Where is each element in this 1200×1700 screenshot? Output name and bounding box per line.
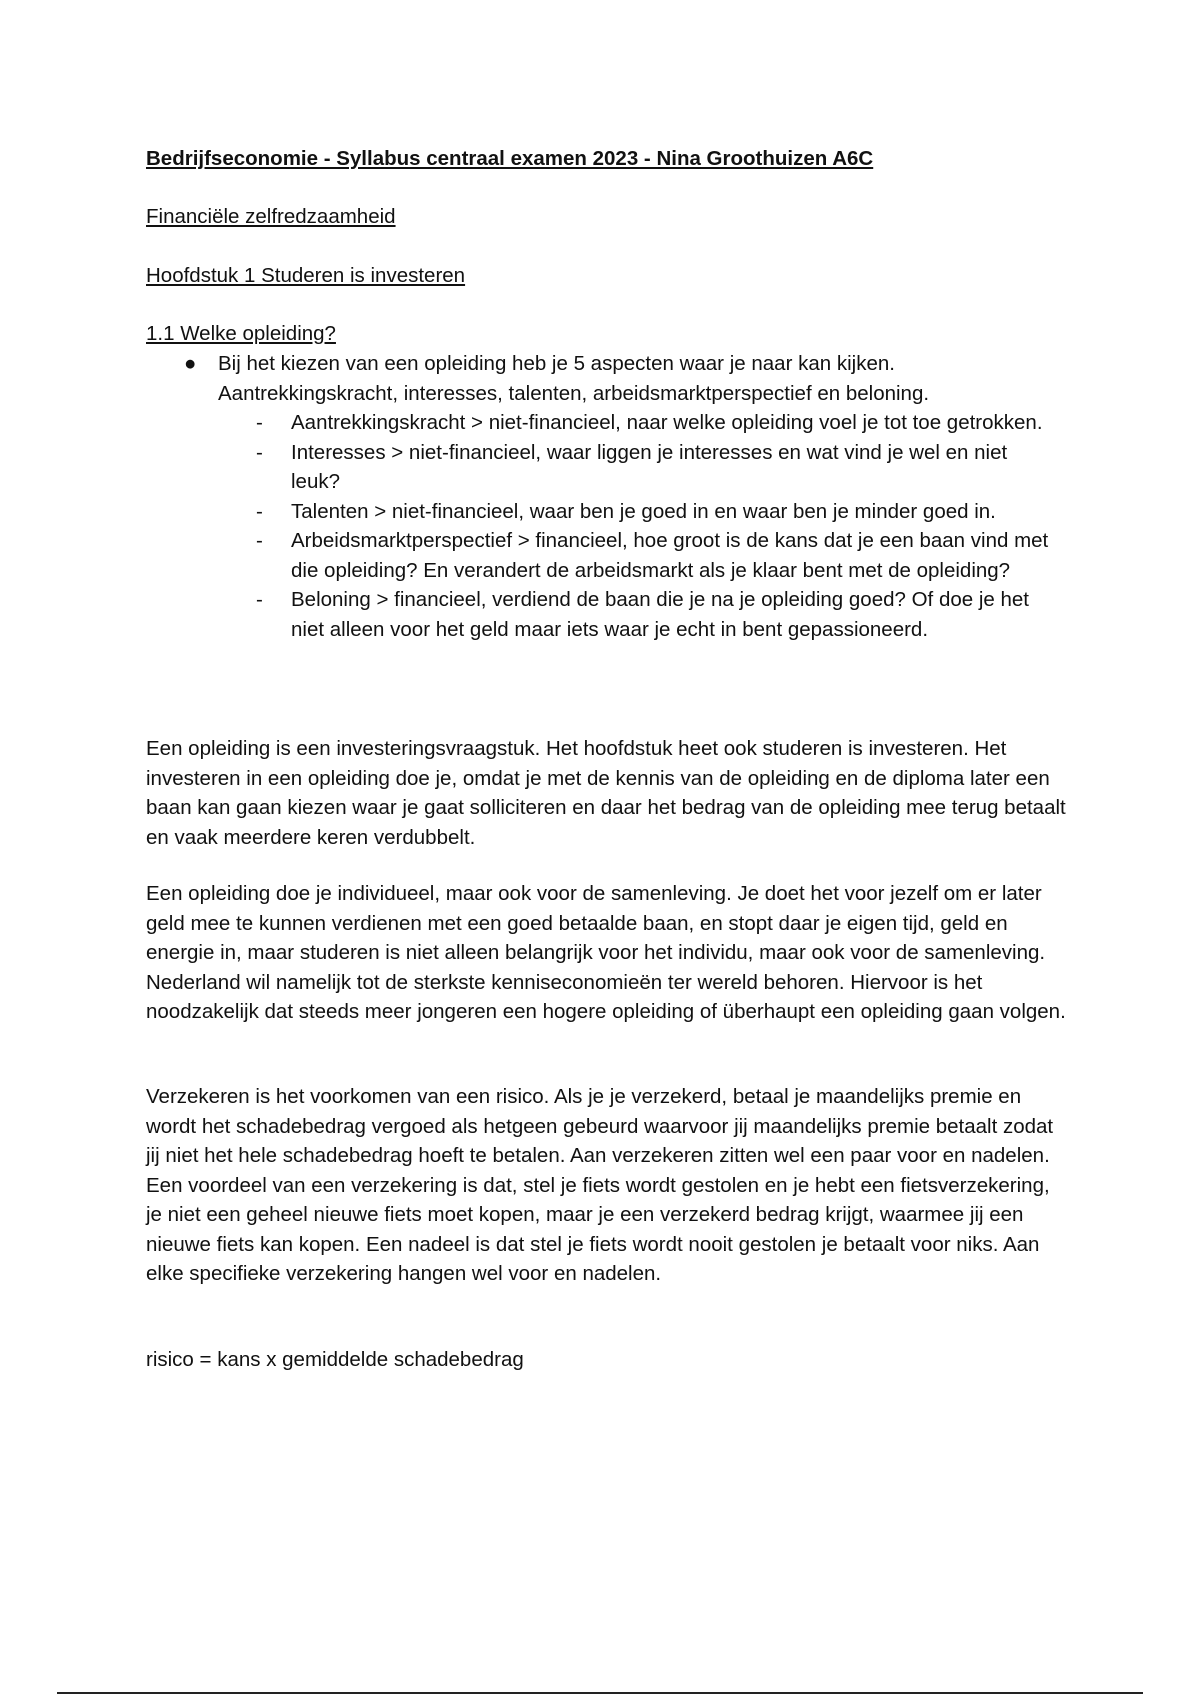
formula-risico: risico = kans x gemiddelde schadebedrag [146, 1348, 524, 1371]
document-title: Bedrijfseconomie - Syllabus centraal examen 2023 - Nina Groothuizen A6C [146, 147, 874, 170]
aspects-list [146, 349, 1066, 644]
paragraph-verzekeren: Verzekeren is het voorkomen van een risico. Als je je verzekerd, betaal je maandelijks premie en wordt het schadebedrag vergoed als hetgeen gebeurd waarvoor jij maandelijks premie betaalt zodat jij niet het hele schadebedrag hoeft te betalen. Aan verzekeren zitten wel een paar voor en nadelen. Een voordeel van een verzekering is dat, stel je fiets wordt gestolen en je hebt een fietsverzekering, je niet een geheel nieuwe fiets moet kopen, maar je een verzekerd bedrag krijgt, waarmee jij een nieuwe fiets kan kopen. Een nadeel is dat stel je fiets wordt nooit gestolen je betaalt voor niks. Aan elke specifieke verzekering hangen wel voor en nadelen. [146, 1085, 1054, 1285]
sublist-item-text: Interesses > niet-financieel, waar liggen je interesses en wat vind je wel en niet leuk? [291, 440, 1008, 493]
paragraph-samenleving: Een opleiding doe je individueel, maar ook voor de samenleving. Je doet het voor jezelf om er later geld mee te kunnen verdienen met een goed betaalde baan, en stopt daar je eigen tijd, geld en energie in, maar studeren is niet alleen belangrijk voor het individu, maar ook voor de samenleving. Nederland wil namelijk tot de sterkste kenniseconomieën ter wereld behoren. Hiervoor is het noodzakelijk dat steeds meer jongeren een hogere opleiding of überhaupt een opleiding gaan volgen. [146, 882, 1066, 1023]
dash-icon: - [256, 529, 263, 552]
dash-icon: - [256, 588, 263, 611]
bullet-text: Bij het kiezen van een opleiding heb je 5 aspecten waar je naar kan kijken. Aantrekkingskracht, interesses, talenten, arbeidsmarktperspectief en beloning. [218, 352, 930, 405]
aspects-sublist [146, 408, 1066, 644]
sublist-item-beloning [146, 585, 1066, 644]
sublist-item-text: Beloning > financieel, verdiend de baan die je na je opleiding goed? Of doe je het niet alleen voor het geld maar iets waar je echt in bent gepassioneerd. [291, 588, 1029, 641]
sublist-item-aantrekkingskracht [146, 408, 1066, 438]
sublist-item-text: Arbeidsmarktperspectief > financieel, hoe groot is de kans dat je een baan vind met die opleiding? En verandert de arbeidsmarkt als je klaar bent met de opleiding? [291, 529, 1049, 582]
chapter-heading: Hoofdstuk 1 Studeren is investeren [146, 264, 466, 287]
sublist-item-text: Talenten > niet-financieel, waar ben je goed in en waar ben je minder goed in. [291, 499, 996, 523]
sublist-item-talenten [146, 497, 1066, 527]
subsection-heading: 1.1 Welke opleiding? [146, 322, 336, 345]
dash-icon: - [256, 499, 263, 523]
paragraph-investering: Een opleiding is een investeringsvraagstuk. Het hoofdstuk heet ook studeren is investeren. Het investeren in een opleiding doe je, omdat je met de kennis van de opleiding en de diploma later een baan kan gaan kiezen waar je gaat solliciteren en daar het bedrag van de opleiding mee terug betaalt en vaak meerdere keren verdubbelt. [146, 737, 1066, 849]
sublist-item-interesses [146, 438, 1066, 497]
sublist-item-arbeidsmarktperspectief [146, 526, 1066, 585]
dash-icon: - [256, 440, 263, 464]
list-item [146, 349, 1066, 408]
sublist-item-text: Aantrekkingskracht > niet-financieel, naar welke opleiding voel je tot toe getrokken. [291, 411, 1043, 434]
dash-icon: - [256, 411, 263, 434]
section-heading: Financiële zelfredzaamheid [146, 205, 396, 228]
page-bottom-divider [57, 1692, 1143, 1694]
bullet-icon: ● [184, 352, 197, 375]
